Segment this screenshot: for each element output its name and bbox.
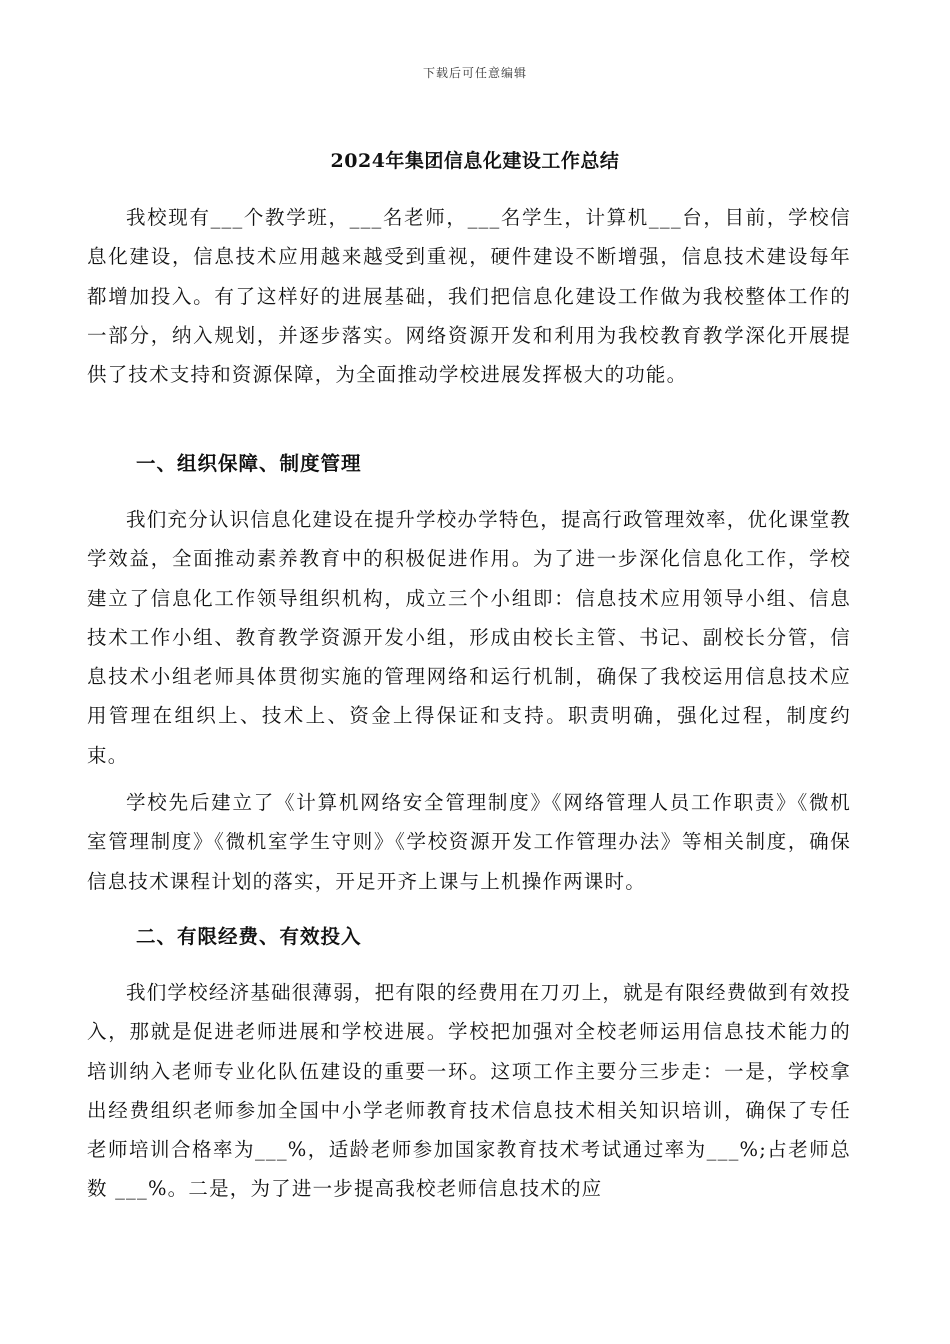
section-2-paragraph-1: 我们学校经济基础很薄弱，把有限的经费用在刀刃上，就是有限经费做到有效投入，那就是促进老师进展和学校进展。学校把加强对全校老师运用信息技术能力的培训纳入老师专业化队伍建设的重要一环。这项工作主要分三步走：一是，学校拿出经费组织老师参加全国中小学老师教育技术信息技术相关知识培训，确保了专任老师培训合格率为___%，适龄老师参加国家教育技术考试通过率为___%;占老师总数 ___%。二是，为了进一步提高我校老师信息技术的应 [87, 981, 851, 1201]
section-1-block-2 [87, 783, 851, 901]
section-1-paragraph-1: 我们充分认识信息化建设在提升学校办学特色，提高行政管理效率，优化课堂教学效益，全面推动素养教育中的积极促进作用。为了进一步深化信息化工作，学校建立了信息化工作领导组织机构，成立三个小组即：信息技术应用领导小组、信息技术工作小组、教育教学资源开发小组，形成由校长主管、书记、副校长分管，信息技术小组老师具体贯彻实施的管理网络和运行机制，确保了我校运用信息技术应用管理在组织上、技术上、资金上得保证和支持。职责明确，强化过程，制度约束。 [87, 508, 851, 767]
section-1-paragraph-2: 学校先后建立了《计算机网络安全管理制度》《网络管理人员工作职责》《微机室管理制度》《微机室学生守则》《学校资源开发工作管理办法》等相关制度，确保信息技术课程计划的落实，开足开齐上课与上机操作两课时。 [87, 791, 851, 893]
intro-paragraph: 我校现有___个教学班，___名老师，___名学生，计算机___台，目前，学校信息化建设，信息技术应用越来越受到重视，硬件建设不断增强，信息技术建设每年都增加投入。有了这样好的进展基础，我们把信息化建设工作做为我校整体工作的一部分，纳入规划，并逐步落实。网络资源开发和利用为我校教育教学深化开展提供了技术支持和资源保障，为全面推动学校进展发挥极大的功能。 [87, 206, 851, 387]
section-2-heading: 二、有限经费、有效投入 [136, 925, 362, 948]
section-2-block-1 [87, 973, 851, 1209]
header-watermark: 下载后可任意编辑 [422, 66, 527, 80]
document-title: 2024年集团信息化建设工作总结 [330, 150, 620, 172]
section-1-block-1 [87, 500, 851, 775]
intro-block [87, 198, 851, 394]
section-1-heading: 一、组织保障、制度管理 [136, 452, 362, 475]
